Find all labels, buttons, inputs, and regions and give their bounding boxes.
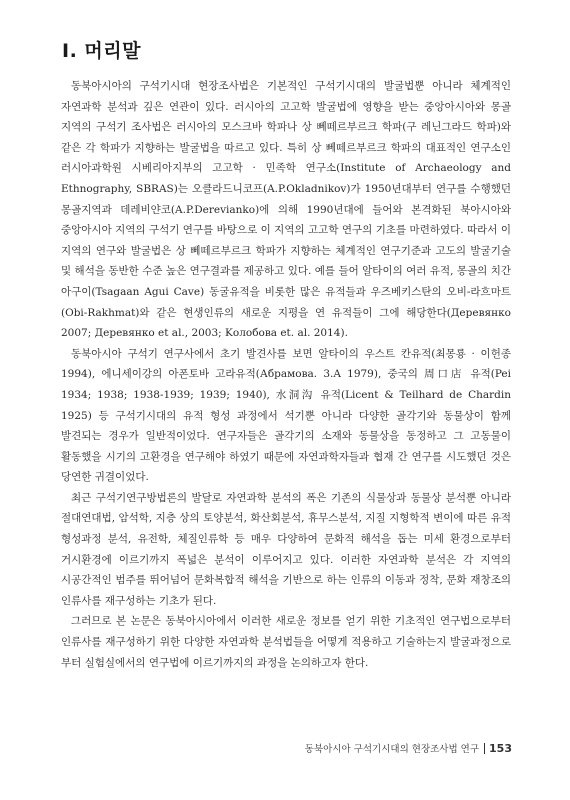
footer-divider: [484, 743, 485, 754]
paragraph-2: 동북아시아 구석기 연구사에서 초기 발견사를 보면 알타이의 우스트 칸유적(최몽룡 · 이헌종 1994), 에니세이강의 아폰토바 고라유적(Абрамова. 3.A 1979), 중국의 周口店 유적(Pei 1934; 1938; 1938-1939; 1939; 1940), 水洞沟 유적(Licent & Teilhard de Chardin 1925) 등 구석기시대의 유적 형성 과정에서 석기뿐 아니라 다양한 골각기와 동물상이 함께 발견되는 경우가 일반적이었다. 연구자들은 골각기의 소재와 동물상을 동정하고 그 고동물이 활동했을 시기의 고환경을 연구해야 하였기 때문에 자연과학자들과 협재 간 연구를 시도했던 것은 당연한 귀결이었다.: [61, 347, 511, 484]
running-title: 동북아시아 구석기시대의 현장조사법 연구: [304, 744, 480, 755]
page-footer: [305, 741, 512, 755]
page-number: 153: [489, 741, 512, 755]
section-heading: Ⅰ. 머리말: [62, 40, 141, 62]
body-text: [61, 76, 511, 673]
paragraph-4: 그러므로 본 논문은 동북아시아에서 이러한 새로운 정보를 얻기 위한 기초적인 연구법으로부터 인류사를 재구성하기 위한 다양한 자연과학 분석법들을 어떻게 적용하고 기술하는지 발굴과정으로 부터 실험실에서의 연구법에 이르기까지의 과정을 논의하고자 한다.: [61, 615, 511, 669]
paragraph-1: 동북아시아의 구석기시대 현장조사법은 기본적인 구석기시대의 발굴법뿐 아니라 체계적인 자연과학 분석과 깊은 연관이 있다. 러시아의 고고학 발굴법에 영향을 받는 중앙아시아와 몽골 지역의 구석기 조사법은 러시아의 모스크바 학파나 상 뻬떼르부르크 학파(구 레닌그라드 학파)와 같은 각 학파가 지향하는 발굴법을 따르고 있다. 특히 상 뻬떼르부르크 학파의 대표적인 연구소인 러시아과학원 시베리아지부의 고고학 · 민족학 연구소(Institute of Archaeology and Ethnography, SBRAS)는 오클라드니코프(A.P.Okladnikov)가 1950년대부터 연구를 수행했던 몽골지역과 데레비얀코(A.P.Derevianko)에 의해 1990년대에 들어와 본격화된 북아시아와 중앙아시아 지역의 구석기 연구를 바탕으로 이 지역의 고고학 연구의 기초를 마련하였다. 따라서 이 지역의 연구와 발굴법은 상 뻬떼르부르크 학파가 지향하는 체계적인 연구기준과 고도의 발굴기술 및 해석을 동반한 수준 높은 연구결과를 제공하고 있다. 예를 들어 알타이의 여러 유적, 몽골의 치간 아구이(Tsagaan Agui Cave) 동굴유적을 비롯한 많은 유적들과 우즈베키스탄의 오비-라흐마트(Obi-Rakhmat)와 같은 현생인류의 새로운 지평을 연 유적들이 그에 해당한다(Деревянко 2007; Деревянко et al., 2003; Kолобова et. al. 2014).: [61, 80, 511, 340]
paragraph-3: 최근 구석기연구방법론의 발달로 자연과학 분석의 폭은 기존의 식물상과 동물상 분석뿐 아니라 절대연대법, 암석학, 지층 상의 토양분석, 화산회분석, 휴무스분석, 지질 지형학적 변이에 따른 유적 형성과정 분석, 유전학, 체질인류학 등 매우 다양하여 문화적 해석을 돕는 미세 환경으로부터 거시환경에 이르기까지 폭넓은 분석이 이루어지고 있다. 이러한 자연과학 분석은 각 지역의 시공간적인 범주를 뛰어넘어 문화복합적 해석을 기반으로 하는 인류의 이동과 정착, 문화 재창조의 인류사를 재구성하는 기초가 된다.: [61, 491, 511, 607]
